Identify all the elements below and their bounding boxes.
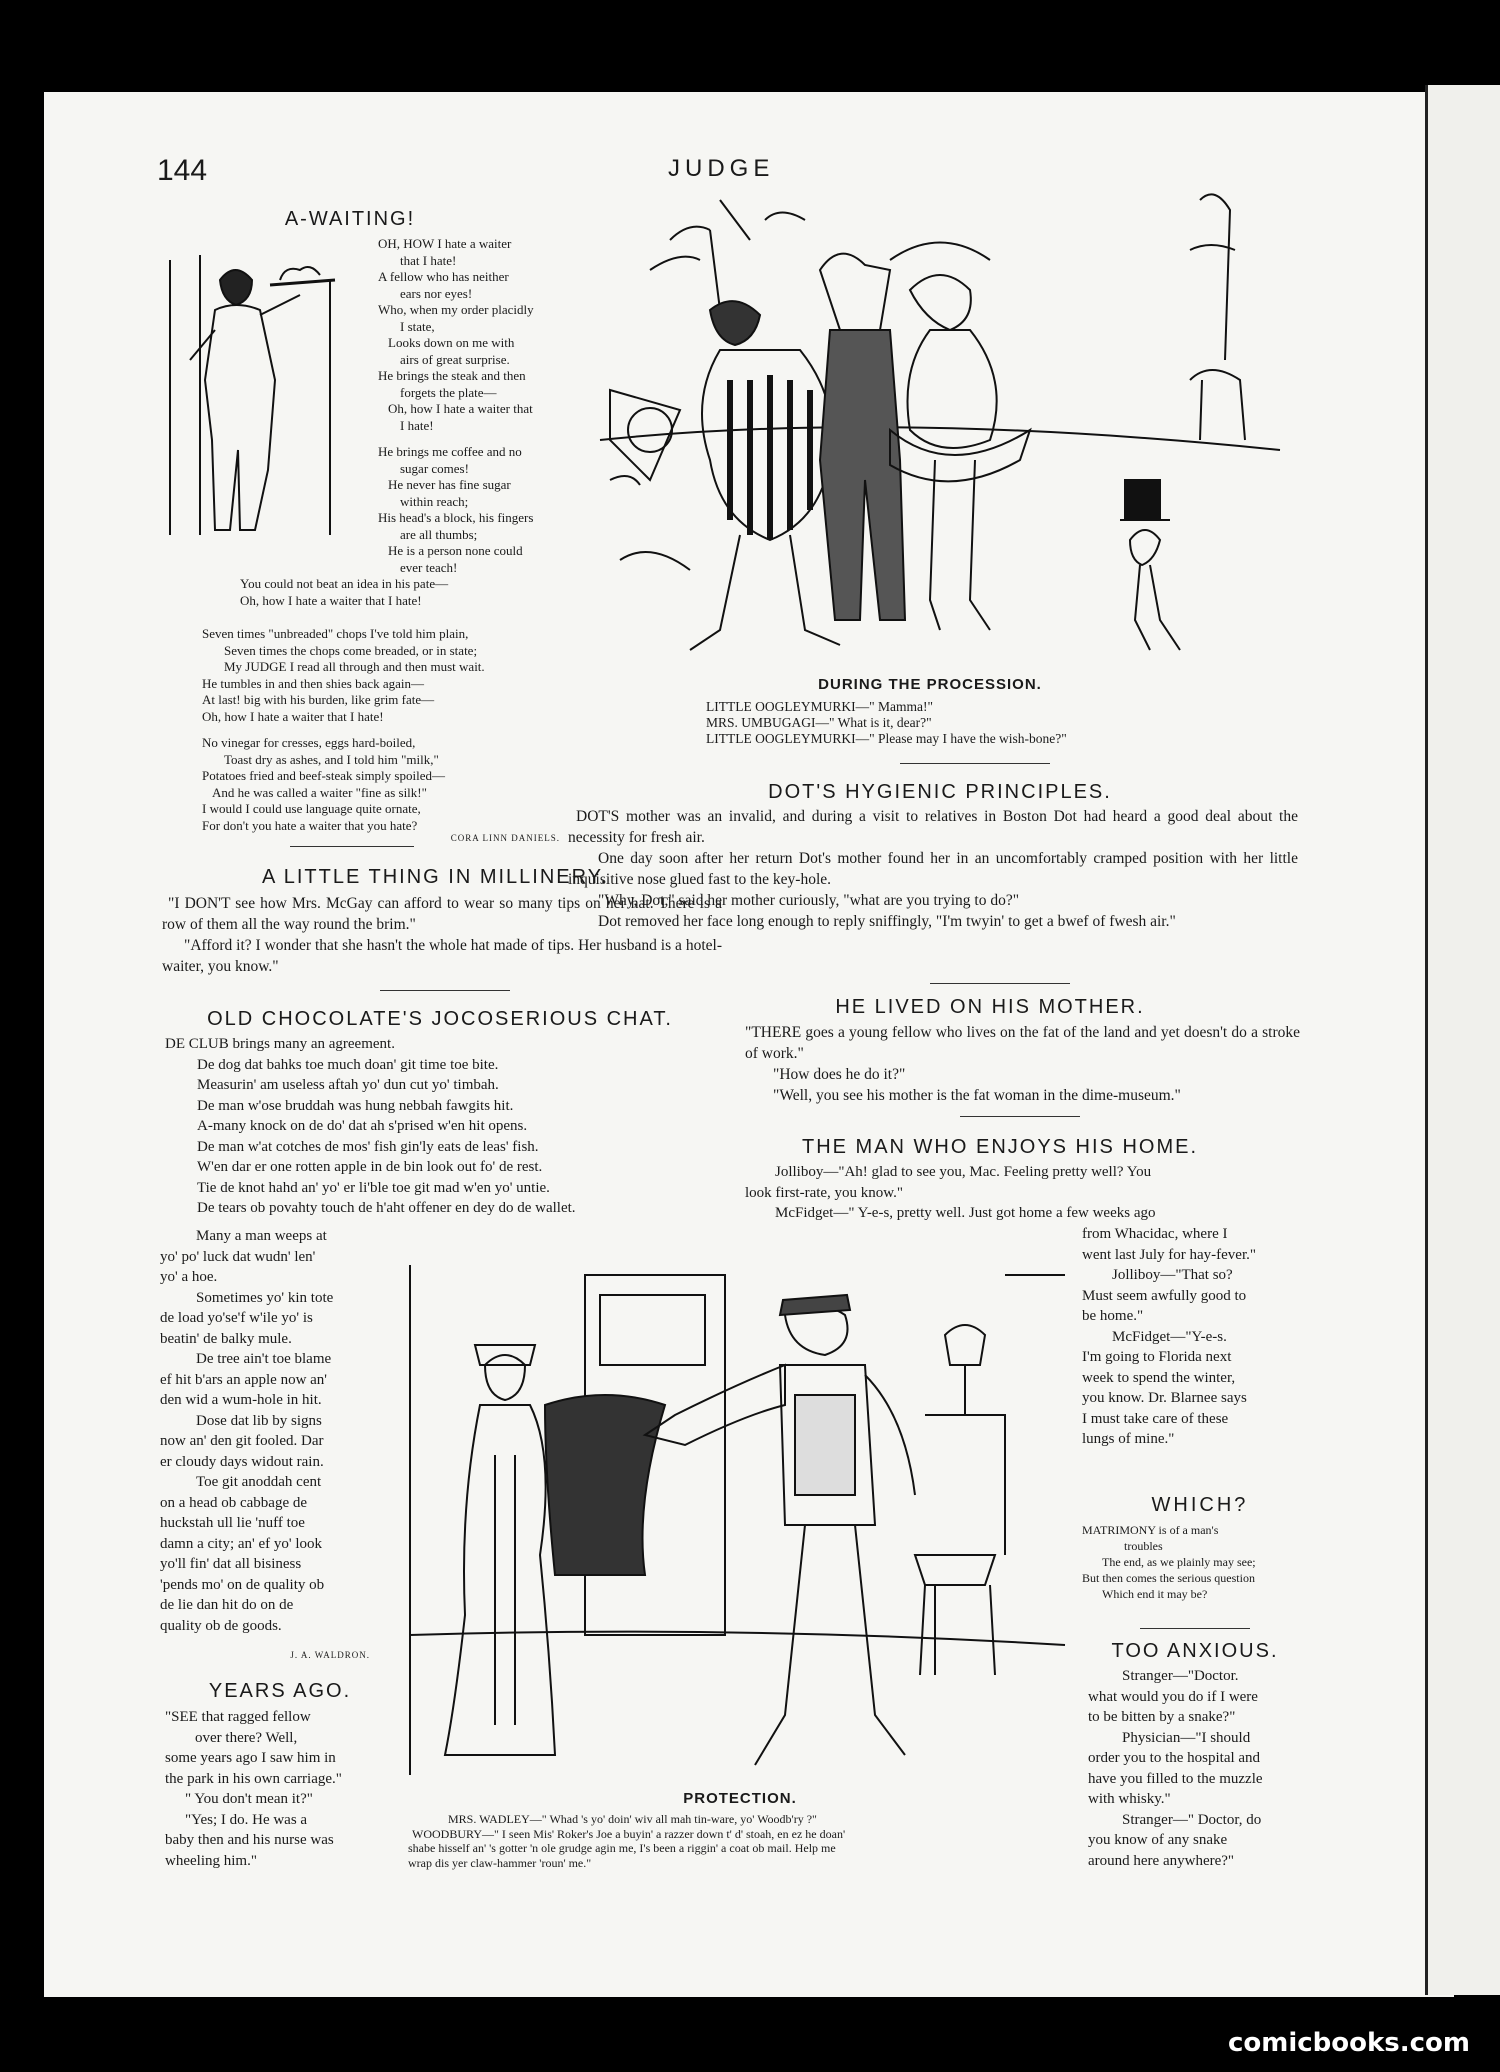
verse-line: troubles [1124,1539,1163,1553]
dialog-line: Must seem awfully good to [1082,1287,1247,1304]
caption-line: LITTLE OOGLEYMURKI—" Please may I have the wish-bone?" [706,731,1067,746]
protection-title: PROTECTION. [683,1790,797,1807]
verse-line: He tumbles in and then shies back again— [202,675,425,691]
saying: de lie dan hit do on de [160,1597,294,1613]
verse-line: He never has fine sugar [388,477,511,492]
caption-line: wrap dis yer claw-hammer 'roun' me." [408,1855,592,1870]
verse-line: I would I could use language quite ornate, [202,801,421,816]
protection-caption [408,1812,1073,1870]
millinery-article [162,893,722,977]
dialog-line: be home." [1082,1308,1144,1324]
dialog-line: Jolliboy—"Ah! glad to see you, Mac. Feeling pretty well? You [775,1164,1152,1180]
chocolate-sayings-narrow [160,1226,390,1636]
verse-line: I hate! [400,417,434,433]
home-title: THE MAN WHO ENJOYS HIS HOME. [801,1136,1199,1158]
site-watermark: comicbooks.com [1227,2028,1470,2058]
procession-illustration [590,180,1290,670]
saying: A-many knock on de do' dat ah s'prised w'en hit opens. [197,1118,528,1134]
paragraph: One day soon after her return Dot's mother found her in an uncomfortably cramped position with her little inquisitive nose glued fast to the key-hole. [568,850,1298,888]
awaiting-title: A-WAITING! [284,208,416,230]
paragraph: "Why, Dot," said her mother curiously, "what are you trying to do?" [598,892,1020,909]
dialog-line: you know of any snake [1088,1832,1228,1848]
dialog-line: went last July for hay-fever." [1082,1246,1256,1263]
divider [960,1116,1080,1117]
paragraph-line: some years ago I saw him in [165,1750,336,1766]
saying: Many a man weeps at [196,1228,327,1244]
saying: De tears ob povahty touch de h'aht offener en dey do de wallet. [197,1200,576,1216]
saying: Tie de knot hahd an' yo' er li'ble toe git mad w'en yo' untie. [197,1179,550,1196]
dialog-line: Physician—"I should [1122,1729,1251,1746]
verse-line: forgets the plate— [400,384,497,400]
verse-line: Which end it may be? [1102,1587,1208,1601]
verse-line: Oh, how I hate a waiter that I hate! [202,708,384,724]
verse-line: His head's a block, his fingers [378,510,534,525]
verse-line: within reach; [400,493,469,509]
dialog-line: McFidget—"Y-e-s. [1112,1328,1227,1345]
dialog-line: McFidget—" Y-e-s, pretty well. Just got home a few weeks ago [775,1205,1156,1221]
verse-line: Seven times the chops come breaded, or in state; [224,642,478,658]
saying: now an' den git fooled. Dar [160,1433,324,1449]
page-number: 144 [157,154,208,187]
verse-line: Looks down on me with [388,335,515,350]
verse-line: For don't you hate a waiter that you hate? [202,817,418,833]
verse-line: He brings me coffee and no [378,444,522,459]
dialog-line: Jolliboy—"That so? [1112,1267,1233,1283]
paragraph-line: "Yes; I do. He was a [185,1811,308,1828]
verse-line: ears nor eyes! [400,285,473,301]
paragraph-line: "SEE that ragged fellow [165,1709,311,1725]
verse-line: Who, when my order placidly [378,302,534,317]
verse-line: But then comes the serious question [1082,1571,1255,1585]
caption-line: WOODBURY—" I seen Mis' Roker's Joe a buyin' a razzer down t' d' stoah, en ez he doan' [412,1826,846,1841]
dialog-line: I must take care of these [1082,1410,1229,1427]
paragraph: Dot removed her face long enough to reply sniffingly, "I'm twyin' to get a bwef of fwesh air." [598,913,1176,930]
divider [380,990,510,991]
years-article [165,1707,390,1871]
verse-line: At last! big with his burden, like grim fate— [202,692,435,707]
verse-line: He brings the steak and then [378,368,526,383]
caption-line: LITTLE OOGLEYMURKI—" Mamma!" [706,699,933,714]
dialog-line: I'm going to Florida next [1082,1349,1232,1365]
verse-line: OH, HOW I hate a waiter [378,236,512,251]
anxious-title: TOO ANXIOUS. [1111,1640,1279,1662]
paragraph: "How does he do it?" [773,1066,906,1083]
dot-title: DOT'S HYGIENIC PRINCIPLES. [768,781,1112,803]
dialog-line: week to spend the winter, [1082,1369,1236,1386]
awaiting-stanza-2 [378,444,578,576]
verse-line: My JUDGE I read all through and then must wait. [224,659,485,674]
saying: yo' a hoe. [160,1269,218,1285]
awaiting-stanza-2-end [240,576,560,609]
saying: Measurin' am useless aftah yo' dun cut yo' timbah. [197,1077,499,1093]
paragraph: "I DON'T see how Mrs. McGay can afford to wear so many tips on her hat. There is a row of them all the way round the brim." [162,895,722,933]
verse-line: airs of great surprise. [400,351,510,367]
divider [290,846,414,847]
chocolate-sayings [165,1034,725,1219]
saying: yo' po' luck dat wudn' len' [160,1248,316,1265]
dialog-line: to be bitten by a snake?" [1088,1709,1236,1725]
procession-title: DURING THE PROCESSION. [818,676,1042,693]
saying: yo'll fin' dat all bisiness [160,1556,302,1572]
verse-line: A fellow who has neither [378,269,509,284]
verse-line: The end, as we plainly may see; [1102,1555,1256,1569]
procession-caption [706,699,1206,747]
protection-illustration [405,1255,1070,1785]
dialog-line: Stranger—" Doctor, do [1122,1811,1262,1828]
mother-title: HE LIVED ON HIS MOTHER. [835,996,1145,1018]
awaiting-stanza-1 [378,236,558,434]
dialog-line: with whisky." [1088,1791,1171,1807]
divider [900,763,1050,764]
awaiting-stanza-4 [202,735,562,834]
dialog-line: from Whacidac, where I [1082,1226,1228,1242]
verse-line: He is a person none could [388,543,523,558]
paragraph-line: baby then and his nurse was [165,1832,334,1848]
saying: De man w'ose bruddah was hung nebbah fawgits hit. [197,1097,514,1114]
dialog-line: order you to the hospital and [1088,1750,1261,1766]
saying: damn a city; an' ef yo' look [160,1535,323,1552]
caption-line: MRS. UMBUGAGI—" What is it, dear?" [706,715,932,730]
waiter-illustration [160,240,375,540]
which-verse [1082,1522,1307,1602]
verse-line: No vinegar for cresses, eggs hard-boiled, [202,735,416,750]
verse-line: Oh, how I hate a waiter that I hate! [240,592,422,608]
verse-line: I state, [400,318,435,334]
adjacent-page-edge [1425,85,1500,1995]
paragraph: "THERE goes a young fellow who lives on the fat of the land and yet doesn't do a stroke of work." [745,1024,1300,1062]
saying: Toe git anoddah cent [196,1474,322,1490]
verse-line: Seven times "unbreaded" chops I've told him plain, [202,626,469,641]
saying: huckstah ull lie 'nuff toe [160,1515,305,1531]
magazine-title: JUDGE [668,155,775,182]
verse-line: ever teach! [400,559,458,575]
millinery-title: A LITTLE THING IN MILLINERY. [261,866,609,888]
dialog-line: Stranger—"Doctor. [1122,1668,1239,1684]
verse-line: sugar comes! [400,460,469,476]
caption-line: MRS. WADLEY—" Whad 's yo' doin' wiv all mah tin-ware, yo' Woodb'ry ?" [448,1812,817,1826]
paragraph: "Well, you see his mother is the fat woman in the dime-museum." [773,1087,1181,1104]
saying: Dose dat lib by signs [196,1412,322,1429]
saying: De tree ain't toe blame [196,1351,332,1367]
verse-line: MATRIMONY is of a man's [1082,1523,1219,1537]
dialog-line: have you filled to the muzzle [1088,1770,1263,1787]
chocolate-title: OLD CHOCOLATE'S JOCOSERIOUS CHAT. [207,1008,673,1030]
home-article [745,1162,1300,1224]
verse-line: that I hate! [400,252,457,268]
anxious-article [1088,1666,1308,1871]
years-title: YEARS AGO. [208,1680,352,1702]
saying: 'pends mo' on de quality ob [160,1576,325,1593]
awaiting-stanza-3 [202,626,562,725]
saying: quality ob de goods. [160,1617,282,1634]
paragraph-line: over there? Well, [195,1729,298,1746]
verse-line: Toast dry as ashes, and I told him "milk," [224,751,439,767]
saying: De man w'at cotches de mos' fish gin'ly eats de leas' fish. [197,1138,539,1155]
paragraph-line: wheeling him." [165,1852,257,1869]
chocolate-author: J. A. WALDRON. [290,1650,370,1660]
divider [1140,1628,1250,1629]
saying: ef hit b'ars an apple now an' [160,1371,328,1388]
saying: DE CLUB brings many an agreement. [165,1036,395,1052]
dialog-line: you know. Dr. Blarnee says [1082,1390,1247,1406]
saying: Sometimes yo' kin tote [196,1289,334,1306]
paragraph: DOT'S mother was an invalid, and during a visit to relatives in Boston Dot had heard a good deal about the necessity for fresh air. [568,808,1298,846]
saying: er cloudy days widout rain. [160,1453,324,1470]
verse-line: You could not beat an idea in his pate— [240,576,449,591]
paragraph-line: the park in his own carriage." [165,1770,342,1787]
dialog-line: look first-rate, you know." [745,1184,904,1201]
divider [930,983,1070,984]
verse-line: Oh, how I hate a waiter that [388,401,533,416]
awaiting-author: CORA LINN DANIELS. [450,833,560,843]
verse-line: Potatoes fried and beef-steak simply spoiled— [202,768,445,783]
saying: beatin' de balky mule. [160,1330,292,1347]
mother-article [745,1022,1300,1106]
saying: De dog dat bahks toe much doan' git time toe bite. [197,1056,499,1073]
dialog-line: lungs of mine." [1082,1431,1175,1447]
dialog-line: what would you do if I were [1088,1688,1258,1705]
saying: on a head ob cabbage de [160,1494,308,1511]
saying: den wid a wum-hole in hit. [160,1392,322,1408]
paragraph: "Afford it? I wonder that she hasn't the whole hat made of tips. Her husband is a hotel-waiter, you know." [162,937,722,975]
which-title: WHICH? [1151,1494,1249,1516]
saying: de load yo'se'f w'ile yo' is [160,1310,313,1326]
saying: W'en dar er one rotten apple in de bin look out fo' de rest. [197,1159,543,1175]
verse-line: And he was called a waiter "fine as silk!" [212,784,427,800]
home-article-narrow [1082,1224,1307,1450]
caption-line: shabe hisself an' 's gotter 'n ole grudge agin me, I's been a riggin' a coat ob mail. Help me [408,1841,836,1855]
dialog-line: around here anywhere?" [1088,1852,1235,1869]
paragraph-line: " You don't mean it?" [185,1791,313,1807]
verse-line: are all thumbs; [400,526,478,542]
